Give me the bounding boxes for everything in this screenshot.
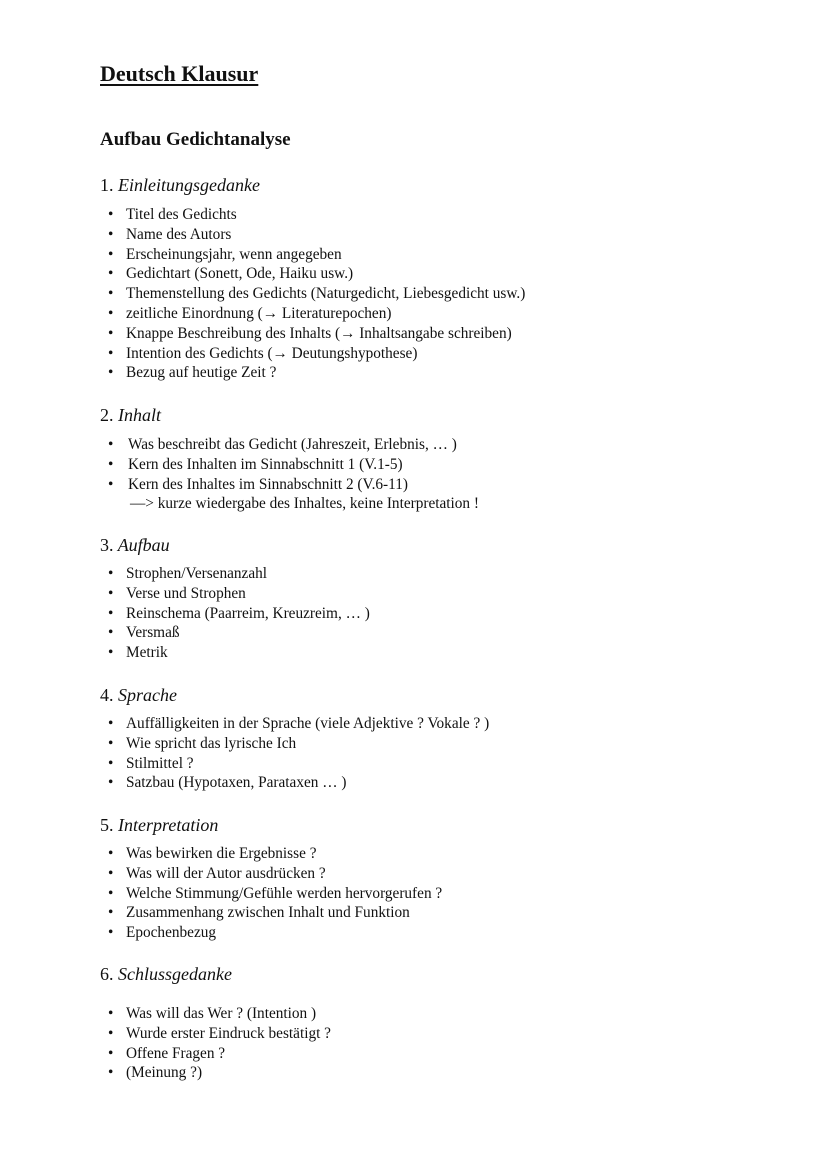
list-item: • Metrik [100,643,370,663]
section-title: Interpretation [118,815,219,835]
section-title: Sprache [118,685,177,705]
section-list [100,564,370,663]
list-item: • Strophen/Versenanzahl [100,564,370,584]
section-number: 6. [100,964,114,984]
list-item: • Kern des Inhaltes im Sinnabschnitt 2 (V.6-11) [100,475,479,495]
list-item: • Offene Fragen ? [100,1044,331,1064]
list-item: • Zusammenhang zwischen Inhalt und Funktion [100,903,442,923]
list-item: • Wurde erster Eindruck bestätigt ? [100,1024,331,1044]
section-number: 1. [100,175,114,195]
section-heading [100,535,170,556]
document-subtitle: Aufbau Gedichtanalyse [100,129,291,150]
section-title: Inhalt [118,405,161,425]
list-item: • Auffälligkeiten in der Sprache (viele Adjektive ? Vokale ? ) [100,714,489,734]
list-item: • Was will der Autor ausdrücken ? [100,864,442,884]
section-heading [100,964,232,985]
list-item: • (Meinung ?) [100,1063,331,1083]
section-title: Einleitungsgedanke [118,175,260,195]
list-item: • Name des Autors [100,225,525,245]
section-heading [100,685,177,706]
list-item: • Erscheinungsjahr, wenn angegeben [100,245,525,265]
list-item: • Was beschreibt das Gedicht (Jahreszeit, Erlebnis, … ) [100,435,479,455]
list-item: • Welche Stimmung/Gefühle werden hervorgerufen ? [100,884,442,904]
list-item: • Was will das Wer ? (Intention ) [100,1004,331,1024]
list-item: • Stilmittel ? [100,754,489,774]
list-item: • Gedichtart (Sonett, Ode, Haiku usw.) [100,264,525,284]
section-title: Aufbau [117,535,170,555]
list-item: • Themenstellung des Gedichts (Naturgedicht, Liebesgedicht usw.) [100,284,525,304]
list-item: • Bezug auf heutige Zeit ? [100,363,525,383]
section-number: 5. [100,815,114,835]
list-item: • Kern des Inhalten im Sinnabschnitt 1 (V.1-5) [100,455,479,475]
list-item: • Knappe Beschreibung des Inhalts (→ Inhaltsangabe schreiben) [100,324,525,344]
list-item-continuation: —> kurze wiedergabe des Inhaltes, keine Interpretation ! [130,495,479,513]
section-heading [100,405,161,426]
list-item: • zeitliche Einordnung (→ Literaturepochen) [100,304,525,324]
list-item: • Titel des Gedichts [100,205,525,225]
section-number: 4. [100,685,114,705]
section-list [100,1004,331,1083]
section-heading [100,815,218,836]
section-list [100,714,489,793]
list-item: • Satzbau (Hypotaxen, Parataxen … ) [100,773,489,793]
list-item: • Reinschema (Paarreim, Kreuzreim, … ) [100,604,370,624]
list-item: • Epochenbezug [100,923,442,943]
list-item: • Wie spricht das lyrische Ich [100,734,489,754]
section-title: Schlussgedanke [118,964,232,984]
section-list [100,205,525,383]
section-number: 3. [100,535,114,555]
section-list [100,435,479,514]
section-list [100,844,442,943]
list-item: • Versmaß [100,623,370,643]
list-item: • Was bewirken die Ergebnisse ? [100,844,442,864]
list-item: • Verse und Strophen [100,584,370,604]
list-item: • Intention des Gedichts (→ Deutungshypothese) [100,344,525,364]
section-heading [100,175,260,196]
section-number: 2. [100,405,114,425]
document-title: Deutsch Klausur [100,61,259,86]
